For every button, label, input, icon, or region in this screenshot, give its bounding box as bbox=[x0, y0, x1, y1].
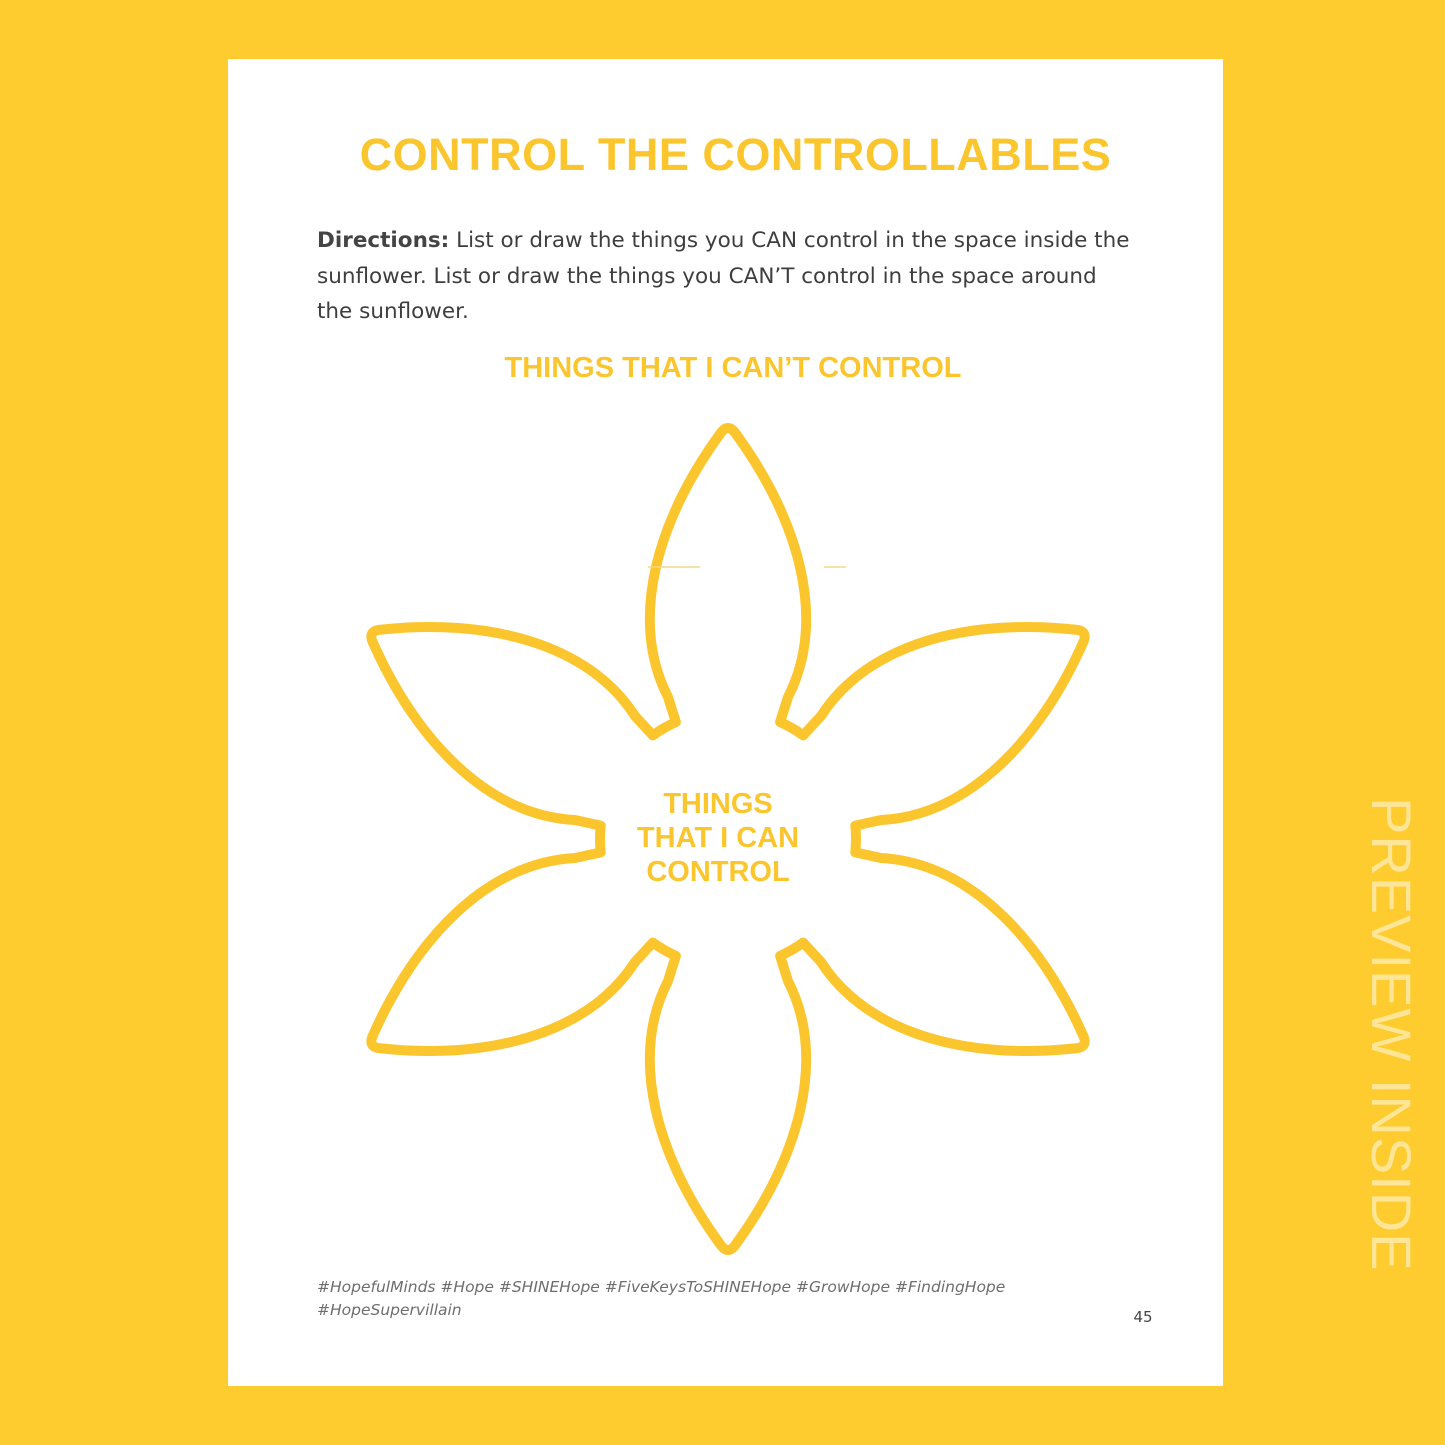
hashtags-footer bbox=[317, 1276, 1017, 1322]
center-label-line-2: THAT I CAN bbox=[636, 822, 800, 854]
page-number: 45 bbox=[1133, 1308, 1153, 1326]
center-label-line-3: CONTROL bbox=[646, 856, 790, 888]
cant-control-label: THINGS THAT I CAN’T CONTROL bbox=[504, 352, 962, 384]
page-title: CONTROL THE CONTROLLABLES bbox=[359, 129, 1112, 180]
directions-label: Directions: bbox=[317, 228, 450, 253]
hashtags-line-2: #HopeSupervillain bbox=[317, 1301, 462, 1319]
worksheet-page bbox=[228, 59, 1223, 1386]
preview-inside-watermark: PREVIEW INSIDE bbox=[1360, 797, 1423, 1272]
sunflower-outline bbox=[228, 59, 1223, 1386]
center-label-line-1: THINGS bbox=[663, 788, 773, 820]
hashtags-line-1: #HopefulMinds #Hope #SHINEHope #FiveKeysToSHINEHope #GrowHope #FindingHope bbox=[317, 1278, 1006, 1296]
can-control-label bbox=[618, 787, 818, 889]
directions-text: List or draw the things you CAN control in the space inside the sunflower. List or draw the things you CAN’T control in the space around the sunflower. bbox=[317, 228, 1130, 324]
